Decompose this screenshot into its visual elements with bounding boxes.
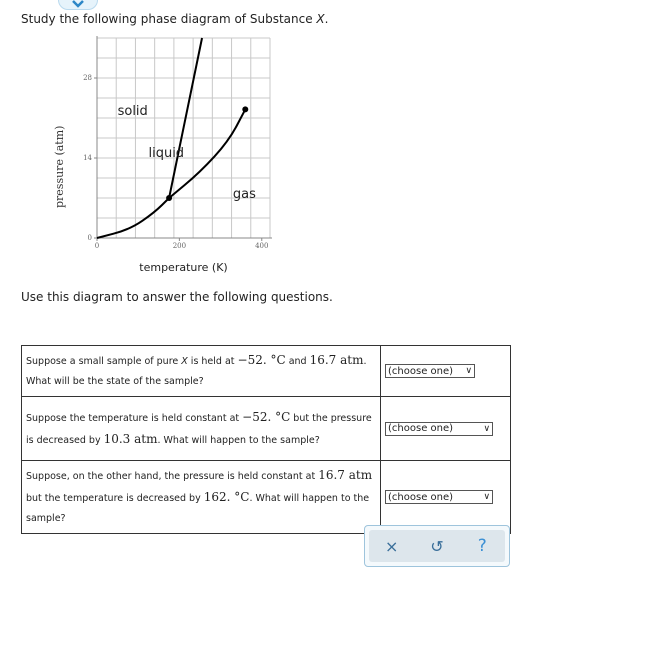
region-label-gas: gas bbox=[232, 187, 256, 202]
phase-diagram-svg bbox=[0, 28, 320, 283]
chevron-down-icon: ∨ bbox=[483, 423, 491, 434]
x-axis-label: temperature (K) bbox=[139, 261, 228, 274]
region-label-solid: solid bbox=[117, 104, 148, 120]
answer-select-2[interactable] bbox=[385, 422, 493, 436]
intro-text bbox=[21, 12, 328, 26]
action-bar bbox=[364, 525, 510, 567]
triple-point-marker bbox=[166, 195, 172, 201]
q2-text-c: . What will happen to the sample? bbox=[157, 434, 320, 446]
select-value: (choose one) bbox=[388, 365, 454, 377]
answer-select-3[interactable] bbox=[385, 490, 493, 504]
q1-var: X bbox=[181, 356, 188, 367]
q1-text-b: is held at bbox=[187, 356, 238, 367]
q3-text-a: Suppose, on the other hand, the pressure is held constant at bbox=[26, 471, 319, 482]
close-icon: × bbox=[384, 536, 399, 556]
help-icon: ? bbox=[477, 536, 487, 556]
q3-temperature-change: 162. °C bbox=[203, 490, 250, 504]
table-row bbox=[22, 461, 511, 534]
question-2 bbox=[22, 397, 381, 461]
question-1 bbox=[22, 346, 381, 397]
answer-cell-1 bbox=[381, 346, 511, 397]
question-3 bbox=[22, 461, 381, 534]
y-tick-label: 28 bbox=[83, 74, 92, 82]
answer-cell-3 bbox=[381, 461, 511, 534]
q1-text-c: and bbox=[285, 356, 310, 367]
q2-text-a: Suppose the temperature is held constant at bbox=[26, 412, 243, 424]
answer-cell-2 bbox=[381, 397, 511, 461]
x-tick-label: 400 bbox=[255, 242, 269, 250]
q1-text-d: . What will be the state of the sample? bbox=[26, 356, 367, 387]
answer-select-1[interactable] bbox=[385, 364, 475, 378]
chevron-down-icon: ∨ bbox=[465, 366, 473, 376]
intro-prefix: Study the following phase diagram of Substance bbox=[21, 12, 317, 26]
chevron-down-icon: ∨ bbox=[483, 492, 491, 502]
x-tick-label: 0 bbox=[94, 242, 100, 250]
y-tick-label: 0 bbox=[87, 234, 92, 242]
select-value: (choose one) bbox=[388, 423, 454, 434]
undo-icon: ↺ bbox=[430, 536, 444, 556]
q3-pressure: 16.7 atm bbox=[318, 468, 373, 482]
phase-diagram bbox=[0, 28, 320, 283]
intro-suffix: . bbox=[324, 12, 329, 26]
help-button[interactable] bbox=[470, 534, 494, 558]
q3-text-c: . What will happen to the sample? bbox=[26, 493, 370, 524]
clear-button[interactable] bbox=[380, 534, 404, 558]
substance-name: X bbox=[316, 12, 325, 26]
q1-temperature: −52. °C bbox=[237, 353, 286, 367]
q1-text-a: Suppose a small sample of pure bbox=[26, 356, 182, 367]
q2-temperature: −52. °C bbox=[242, 409, 291, 424]
instruction-text: Use this diagram to answer the following questions. bbox=[21, 290, 333, 304]
undo-button[interactable] bbox=[425, 534, 449, 558]
q1-pressure: 16.7 atm bbox=[309, 353, 364, 367]
chevron-down-icon bbox=[71, 0, 85, 9]
questions-table bbox=[21, 345, 511, 534]
collapse-tab[interactable] bbox=[58, 0, 98, 10]
x-tick-label: 200 bbox=[172, 242, 187, 250]
y-axis-label: pressure (atm) bbox=[53, 125, 66, 208]
q2-pressure-change: 10.3 atm bbox=[103, 431, 158, 446]
q2-text-b: but the pressure is decreased by bbox=[26, 412, 372, 446]
q3-text-b: but the temperature is decreased by bbox=[26, 493, 204, 504]
table-row bbox=[22, 397, 511, 461]
select-value: (choose one) bbox=[388, 491, 454, 503]
table-row bbox=[22, 346, 511, 397]
region-label-liquid: liquid bbox=[148, 145, 185, 161]
critical-point-marker bbox=[242, 106, 248, 112]
y-tick-label: 14 bbox=[83, 154, 92, 162]
action-bar-inner bbox=[369, 530, 505, 562]
